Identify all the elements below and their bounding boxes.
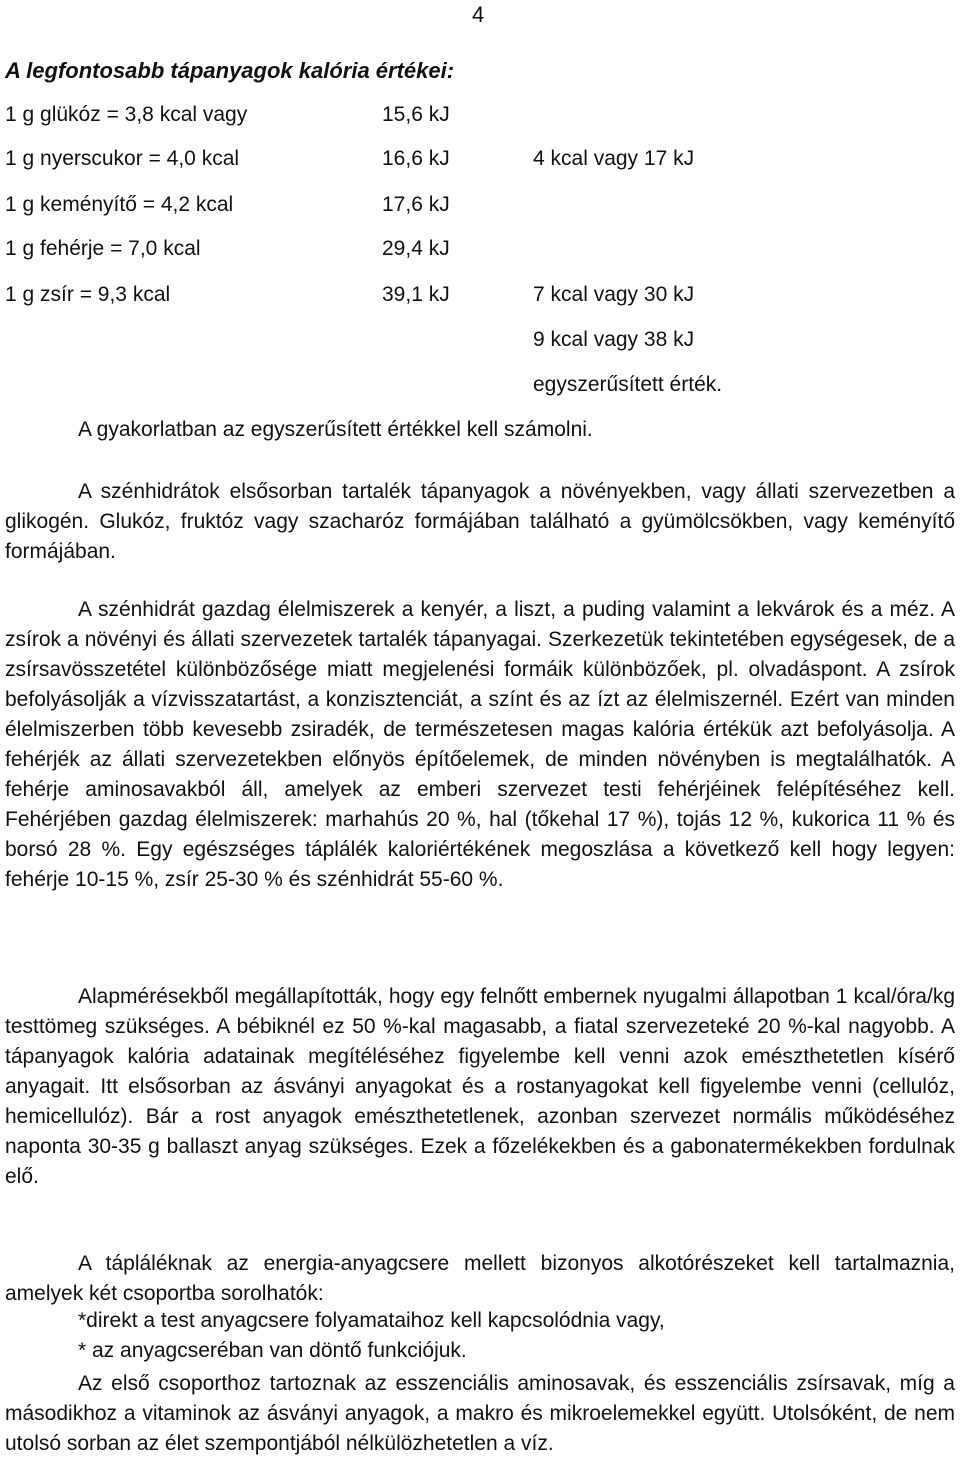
simplified-value: 4 kcal vagy 17 kJ xyxy=(533,147,695,170)
kj-value: 17,6 kJ xyxy=(382,193,450,216)
nutrient-label: 1 g glükóz = 3,8 kcal vagy xyxy=(5,103,248,126)
kj-value: 15,6 kJ xyxy=(382,103,450,126)
nutrient-label: 1 g zsír = 9,3 kcal xyxy=(5,283,171,306)
kj-value: 29,4 kJ xyxy=(382,237,450,260)
practice-note: A gyakorlatban az egyszerűsített értékkel kell számolni. xyxy=(78,418,593,441)
section-heading: A legfontosabb tápanyagok kalória értékei: xyxy=(5,58,455,83)
paragraph-nutrients: A szénhidrát gazdag élelmiszerek a kenyér, a liszt, a puding valamint a lekvárok és a méz. A zsírok a növényi és állati szervezetek tartalék tápanyagai. Szerkezetük tekintetében egységesek, de a zsírsavösszetétel különbözősége miatt megjelenési formáik különbözőek, pl. olvadáspont. A zsírok befolyásolják a vízvisszatartást, a konzisztenciát, a színt és az ízt az élelmiszernél. Ezért van minden élelmiszerben több kevesebb zsiradék, de természetesen magas kalória értékük azt befolyásolja. A fehérjék az állati szervezetekben előnyös építőelemek, de minden növényben is megtalálhatók. A fehérje aminosavakból áll, amelyek az emberi szervezet testi fehérjéinek felépítéséhez kell. Fehérjében gazdag élelmiszerek: marhahús 20 %, hal (tőkehal 17 %), tojás 12 %, kukorica 11 % és borsó 28 %. Egy egészséges táplálék kaloriértékének megoszlása a következő kell hogy legyen: fehérje 10-15 %, zsír 25-30 % és szénhidrát 55-60 %. xyxy=(5,598,955,891)
list-item: * az anyagcseréban van döntő funkciójuk. xyxy=(78,1339,467,1362)
paragraph-basal-metabolism: Alapmérésekből megállapították, hogy egy felnőtt embernek nyugalmi állapotban 1 kcal/óra/kg testtömeg szükséges. A bébiknél ez 50 %-kal magasabb, a fiatal szervezeteké 20 %-kal nagyobb. A tápanyagok kalória adatainak megítéléséhez figyelembe kell venni azok emészthetetlen kísérő anyagait. Itt elsősorban az ásványi anyagokat és a rostanyagokat kell figyelembe venni (cellulóz, hemicellulóz). Bár a rost anyagok emészthetetlenek, azonban szervezet normális működéséhez naponta 30-35 g ballaszt anyag szükséges. Ezek a főzelékekben és a gabonatermékekben fordulnak elő. xyxy=(5,985,955,1188)
paragraph-essentials: Az első csoporthoz tartoznak az esszenciális aminosavak, és esszenciális zsírsavak, míg a másodikhoz a vitaminok az ásványi anyagok, a makro és mikroelemekkel együtt. Utolsóként, de nem utolsó sorban az élet szempontjából nélkülözhetetlen a víz. xyxy=(5,1372,955,1455)
page-number: 4 xyxy=(472,2,485,27)
nutrient-label: 1 g keményítő = 4,2 kcal xyxy=(5,193,234,216)
kj-value: 16,6 kJ xyxy=(382,147,450,170)
paragraph-carbohydrates: A szénhidrátok elsősorban tartalék tápanyagok a növényekben, vagy állati szervezetben a glikogén. Glukóz, fruktóz vagy szacharóz formájában található a gyümölcsökben, vagy keményítő formájában. xyxy=(5,480,955,563)
paragraph-components: A tápláléknak az energia-anyagcsere mellett bizonyos alkotórészeket kell tartalmaznia, amelyek két csoportba sorolhatók: xyxy=(5,1252,955,1305)
fat-simplified-value: 9 kcal vagy 38 kJ xyxy=(533,328,695,351)
nutrient-label: 1 g fehérje = 7,0 kcal xyxy=(5,237,201,260)
simplified-value: 7 kcal vagy 30 kJ xyxy=(533,283,695,306)
nutrient-label: 1 g nyerscukor = 4,0 kcal xyxy=(5,147,240,170)
list-item: *direkt a test anyagcsere folyamataihoz kell kapcsolódnia vagy, xyxy=(78,1309,665,1332)
simplified-label: egyszerűsített érték. xyxy=(533,373,723,396)
kj-value: 39,1 kJ xyxy=(382,283,450,306)
